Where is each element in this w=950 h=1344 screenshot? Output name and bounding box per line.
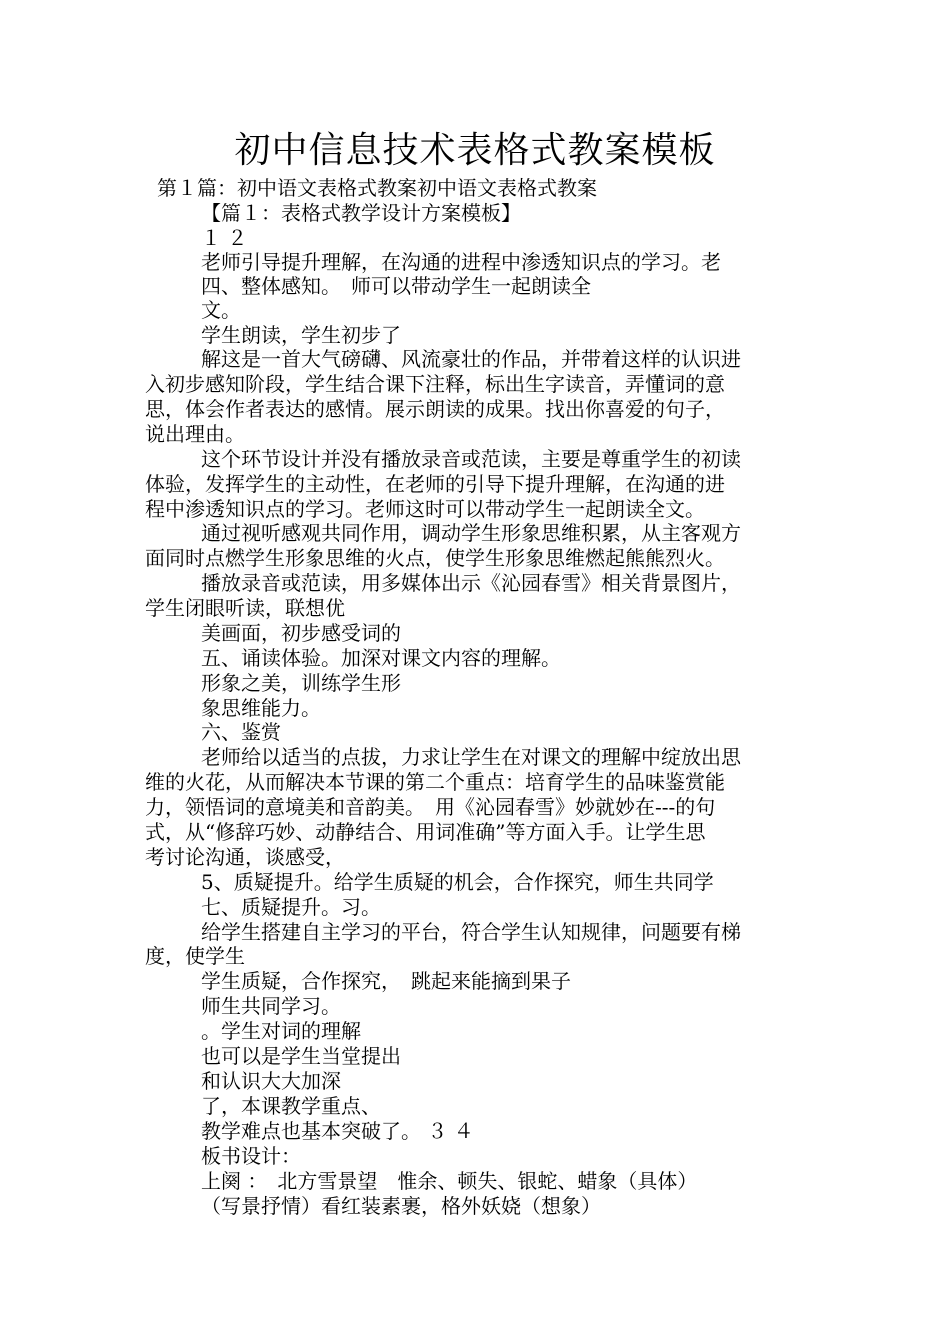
- text-line: 5、质疑提升。给学生质疑的机会，合作探究，师生共同学: [201, 870, 714, 894]
- text-line: 力，领悟词的意境美和音韵美。 用《沁园春雪》妙就妙在---的句: [145, 795, 716, 819]
- text-line: 也可以是学生当堂提出: [201, 1044, 401, 1068]
- text-line: 解这是一首大气磅礴、风流豪壮的作品，并带着这样的认识进: [201, 347, 741, 371]
- text-line: 了，本课教学重点、: [201, 1094, 381, 1118]
- text-line: 入初步感知阶段，学生结合课下注释，标出生字读音，弄懂词的意: [145, 372, 725, 396]
- text-line: 思，体会作者表达的感情。展示朗读的成果。找出你喜爱的句子，: [145, 397, 725, 421]
- text-line: 四、整体感知。 师可以带动学生一起朗读全: [201, 274, 591, 298]
- text-line: 上阕 ： 北方雪景望 惟余、顿失、银蛇、蜡象（具体）: [201, 1169, 698, 1193]
- text-line: （写景抒情）看红装素裹，格外妖娆（想象）: [201, 1194, 601, 1218]
- text-line: 形象之美，训练学生形: [201, 671, 401, 695]
- text-line: 老师引导提升理解，在沟通的进程中渗透知识点的学习。老: [201, 250, 721, 274]
- text-line: 。学生对词的理解: [201, 1019, 361, 1043]
- text-line: 学生闭眼听读，联想优: [145, 596, 345, 620]
- text-line: 文。: [201, 298, 241, 322]
- text-line: 通过视听感观共同作用，调动学生形象思维积累，从主客观方: [201, 521, 741, 545]
- text-line: 老师给以适当的点拔，力求让学生在对课文的理解中绽放出思: [201, 745, 741, 769]
- text-line: 学生朗读，学生初步了: [201, 323, 401, 347]
- text-line: 面同时点燃学生形象思维的火点，使学生形象思维燃起熊熊烈火。: [145, 546, 725, 570]
- section-heading: 第１篇：初中语文表格式教案初中语文表格式教案: [157, 176, 597, 200]
- text-line: 五、诵读体验。加深对课文内容的理解。: [201, 646, 561, 670]
- text-line: 【篇１：表格式教学设计方案模板】: [201, 201, 521, 225]
- text-line: 维的火花，从而解决本节课的第二个重点：培育学生的品味鉴赏能: [145, 770, 725, 794]
- text-line: 这个环节设计并没有播放录音或范读，主要是尊重学生的初读: [201, 447, 741, 471]
- text-line: １ ２: [201, 226, 248, 250]
- text-line: 考讨论沟通，谈感受，: [145, 845, 345, 869]
- text-line: 板书设计：: [201, 1144, 301, 1168]
- text-line: 象思维能力。: [201, 696, 321, 720]
- text-line: 播放录音或范读，用多媒体出示《沁园春雪》相关背景图片，: [201, 571, 741, 595]
- document-title: 初中信息技术表格式教案模板: [234, 130, 716, 171]
- text-line: 学生质疑，合作探究， 跳起来能摘到果子: [201, 969, 571, 993]
- text-line: 七、质疑提升。习。: [201, 895, 381, 919]
- text-line: 度，使学生: [145, 944, 245, 968]
- text-line: 师生共同学习。: [201, 994, 341, 1018]
- text-line: 教学难点也基本突破了。 ３ ４: [201, 1119, 474, 1143]
- text-line: 六、鉴赏: [201, 720, 281, 744]
- text-line: 式，从“修辞巧妙、动静结合、用词准确”等方面入手。让学生思: [145, 820, 706, 844]
- text-line: 和认识大大加深: [201, 1069, 341, 1093]
- text-line: 美画面，初步感受词的: [201, 621, 401, 645]
- text-line: 程中渗透知识点的学习。老师这时可以带动学生一起朗读全文。: [145, 497, 705, 521]
- text-line: 给学生搭建自主学习的平台，符合学生认知规律，问题要有梯: [201, 920, 741, 944]
- text-line: 体验，发挥学生的主动性，在老师的引导下提升理解，在沟通的进: [145, 472, 725, 496]
- text-line: 说出理由。: [145, 422, 245, 446]
